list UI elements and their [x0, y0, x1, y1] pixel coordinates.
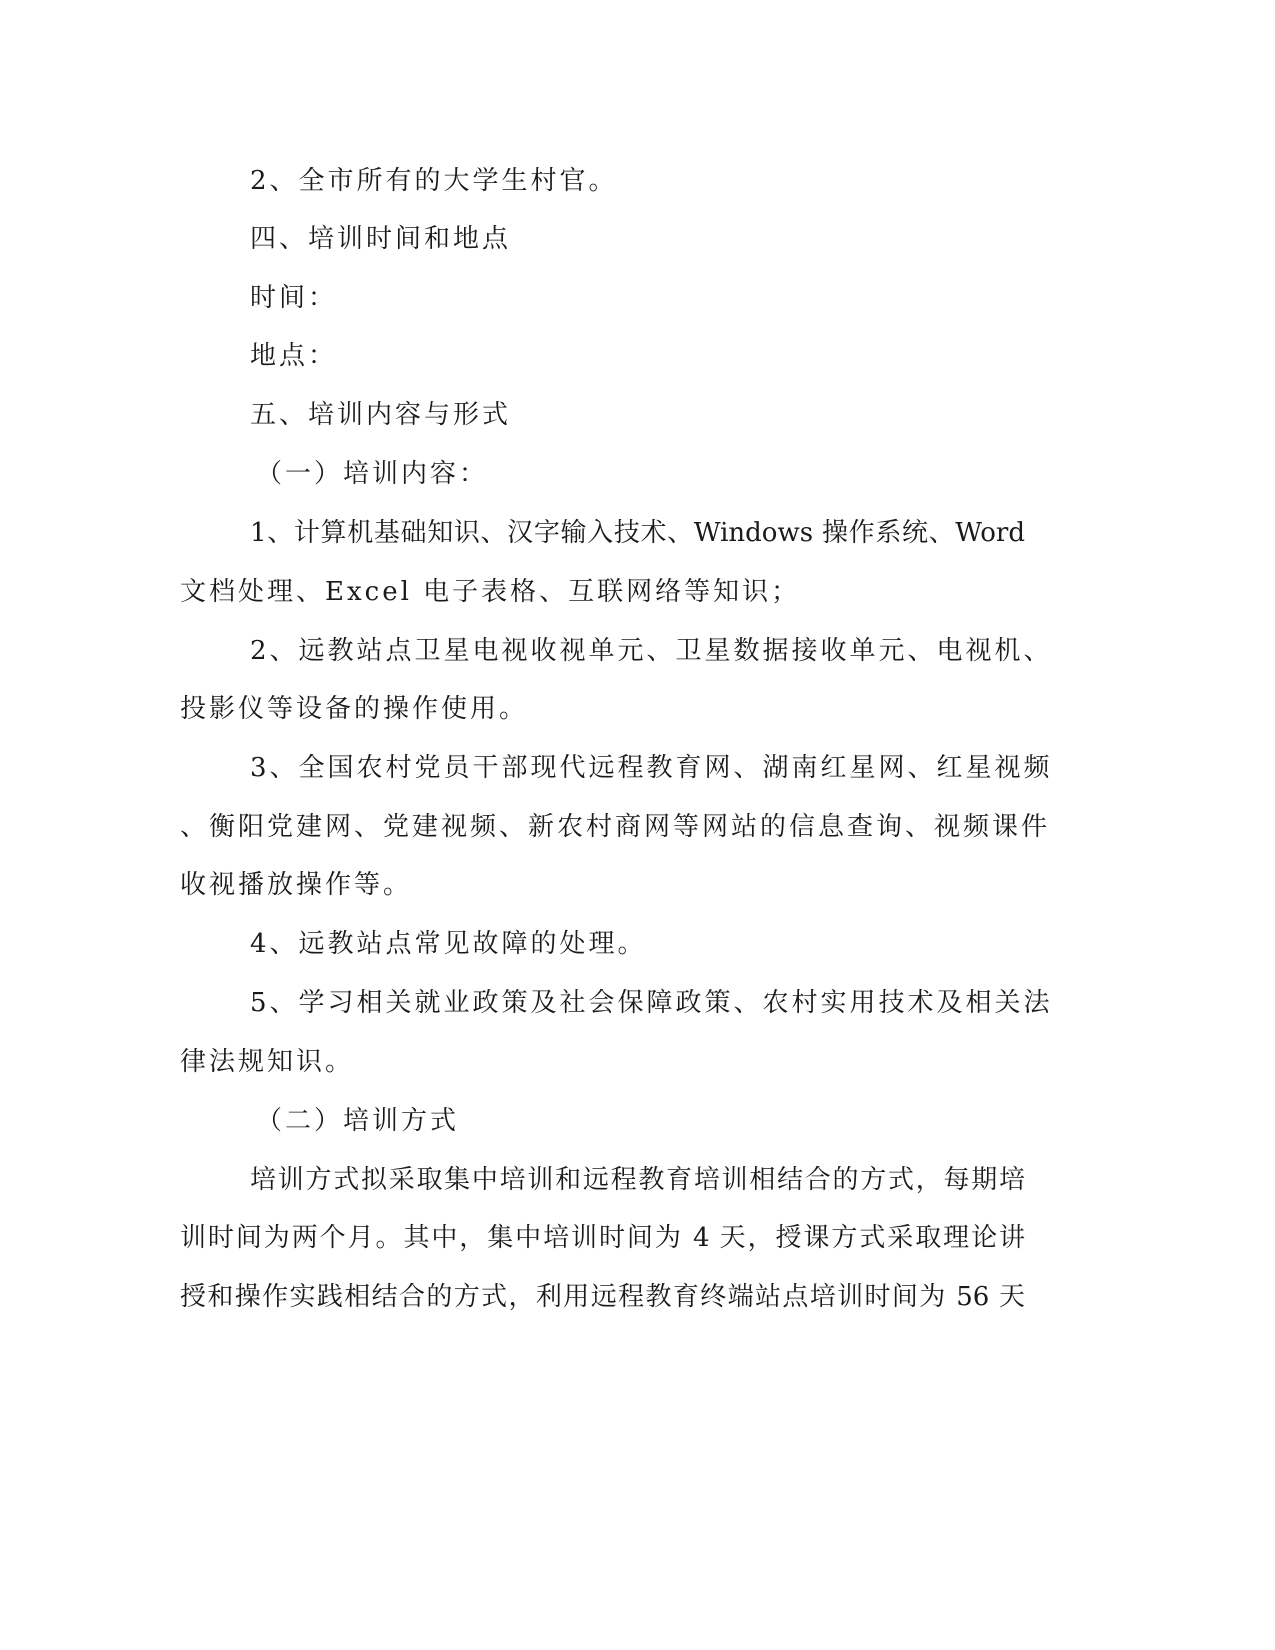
- content-5-line-1: 5、学习相关就业政策及社会保障政策、农村实用技术及相关法: [250, 988, 1053, 1018]
- content-2-line-1: 2、远教站点卫星电视收视单元、卫星数据接收单元、电视机、: [250, 636, 1053, 666]
- section-5-heading: 五、培训内容与形式: [250, 400, 512, 430]
- method-line-2: 训时间为两个月。其中，集中培训时间为 4 天，授课方式采取理论讲: [180, 1223, 1025, 1253]
- method-line-3: 授和操作实践相结合的方式，利用远程教育终端站点培训时间为 56 天: [180, 1282, 1025, 1312]
- content-3-line-3: 收视播放操作等。: [180, 870, 413, 900]
- item-2-village-officials: 2、全市所有的大学生村官。: [250, 166, 618, 196]
- section-4-heading: 四、培训时间和地点: [250, 224, 512, 254]
- time-label: 时间：: [250, 283, 338, 313]
- content-5-line-2: 律法规知识。: [180, 1047, 355, 1077]
- content-1-line-1: 1、计算机基础知识、汉字输入技术、Windows 操作系统、Word: [250, 518, 1025, 548]
- content-2-line-2: 投影仪等设备的操作使用。: [180, 694, 529, 724]
- method-line-1: 培训方式拟采取集中培训和远程教育培训相结合的方式，每期培: [250, 1165, 1025, 1195]
- content-1-line-2: 文档处理、Excel 电子表格、互联网络等知识；: [180, 577, 801, 607]
- subsection-1-heading: （一）培训内容：: [256, 459, 489, 489]
- content-4: 4、远教站点常见故障的处理。: [250, 929, 647, 959]
- subsection-2-heading: （二）培训方式: [256, 1106, 460, 1136]
- place-label: 地点：: [250, 341, 338, 371]
- content-3-line-1: 3、全国农村党员干部现代远程教育网、湖南红星网、红星视频: [250, 753, 1053, 783]
- content-3-line-2: 、衡阳党建网、党建视频、新农村商网等网站的信息查询、视频课件: [180, 812, 1051, 842]
